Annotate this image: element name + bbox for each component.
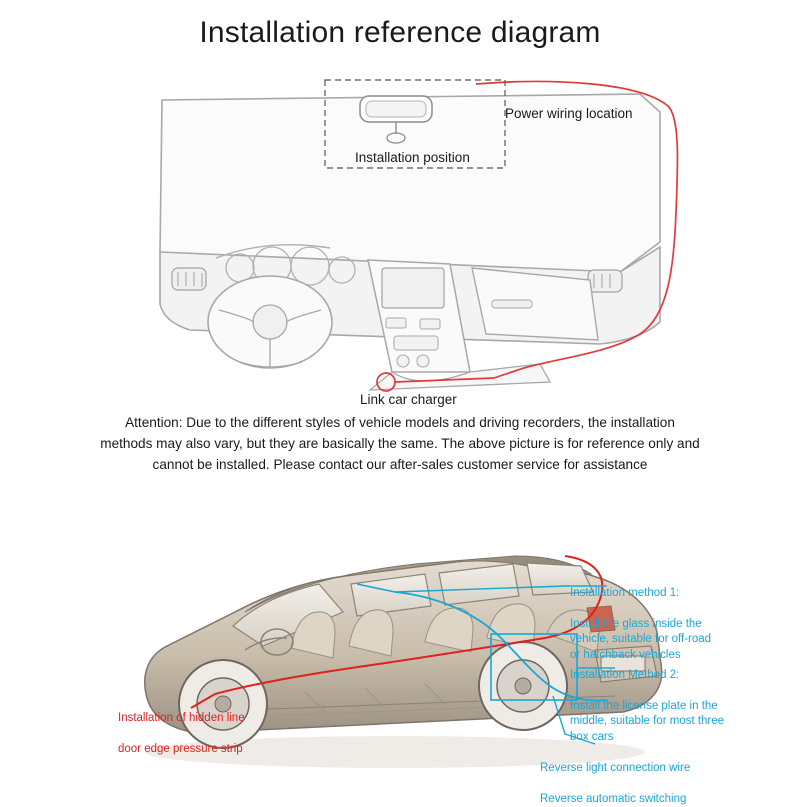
console-knob-left	[397, 355, 409, 367]
rear-hub	[515, 678, 531, 694]
callout-method-2-body: Install the license plate in the middle, suitable for most three box cars	[570, 699, 725, 743]
callout-method-2-heading: Installation Method 2:	[570, 668, 680, 681]
dashboard-diagram	[120, 72, 680, 407]
climate-panel	[394, 336, 438, 350]
callout-reverse-line-2: Reverse automatic switching	[540, 792, 687, 805]
callout-reverse-line-1: Reverse light connection wire	[540, 761, 691, 774]
label-link-car-charger: Link car charger	[360, 392, 457, 407]
glovebox-panel	[472, 268, 598, 340]
glovebox-handle	[492, 300, 532, 308]
infotainment-screen	[382, 268, 444, 308]
callout-hidden-line-1: Installation of hidden line	[118, 711, 245, 724]
dashcam-screen	[366, 101, 426, 117]
console-knob-right	[417, 355, 429, 367]
dashboard-illustration	[120, 72, 680, 412]
right-air-vent	[588, 270, 622, 292]
page-title: Installation reference diagram	[199, 16, 601, 49]
callout-reverse-wire	[540, 745, 740, 807]
console-vent-left	[386, 318, 406, 328]
callout-hidden-line-2: door edge pressure strip	[118, 742, 243, 755]
steering-wheel-hub	[253, 305, 287, 339]
console-vent-right	[420, 319, 440, 329]
callout-method-1	[570, 570, 720, 663]
label-power-wiring: Power wiring location	[505, 106, 633, 121]
label-installation-position: Installation position	[355, 150, 470, 165]
attention-paragraph: Attention: Due to the different styles of vehicle models and driving recorders, the installation methods may also vary, but they are basically the same. The above picture is for reference only and cannot be installed. Please contact our after-sales customer service for assistance	[100, 415, 700, 473]
callout-method-1-body: Install the glass inside the vehicle, suitable for off-road or hatchback vehicles	[570, 617, 712, 661]
callout-hidden-line	[118, 695, 328, 757]
callout-method-1-heading: Installation method 1:	[570, 586, 680, 599]
left-air-vent	[172, 268, 206, 290]
callout-method-2	[570, 652, 725, 745]
